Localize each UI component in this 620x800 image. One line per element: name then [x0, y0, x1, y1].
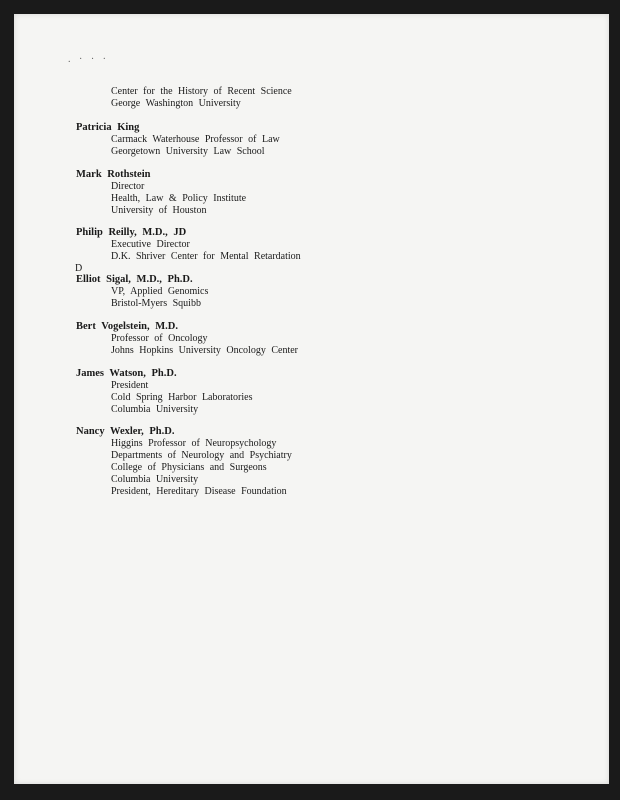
person-name: Philip Reilly, M.D., JD	[76, 227, 187, 238]
affiliation-line: Cold Spring Harbor Laboratories	[111, 392, 253, 403]
affiliation-line: Professor of Oncology	[111, 333, 208, 344]
document-page	[14, 14, 609, 784]
affiliation-line: Johns Hopkins University Oncology Center	[111, 345, 298, 356]
affiliation-line: D.K. Shriver Center for Mental Retardation	[111, 251, 301, 262]
affiliation-line: College of Physicians and Surgeons	[111, 462, 267, 473]
affiliation-line: Columbia University	[111, 474, 199, 485]
affiliation-line: Health, Law & Policy Institute	[111, 193, 247, 204]
affiliation-line: Center for the History of Recent Science	[111, 86, 292, 97]
affiliation-line: Executive Director	[111, 239, 190, 250]
affiliation-line: Higgins Professor of Neuropsychology	[111, 438, 277, 449]
affiliation-line: Georgetown University Law School	[111, 146, 265, 157]
person-name: Nancy Wexler, Ph.D.	[76, 426, 175, 437]
person-name: Bert Vogelstein, M.D.	[76, 321, 178, 332]
affiliation-line: Bristol-Myers Squibb	[111, 298, 201, 309]
scan-specks: . · · ·	[68, 54, 109, 65]
person-name: Patricia King	[76, 122, 140, 133]
affiliation-line: President	[111, 380, 149, 391]
affiliation-line: Departments of Neurology and Psychiatry	[111, 450, 292, 461]
affiliation-line: President, Hereditary Disease Foundation	[111, 486, 287, 497]
stray-character: D	[75, 263, 83, 274]
affiliation-line: Columbia University	[111, 404, 199, 415]
affiliation-line: Director	[111, 181, 145, 192]
person-name: Mark Rothstein	[76, 169, 151, 180]
affiliation-line: University of Houston	[111, 205, 207, 216]
person-name: James Watson, Ph.D.	[76, 368, 177, 379]
person-name: Elliot Sigal, M.D., Ph.D.	[76, 274, 193, 285]
affiliation-line: VP, Applied Genomics	[111, 286, 209, 297]
affiliation-line: Carmack Waterhouse Professor of Law	[111, 134, 280, 145]
affiliation-line: George Washington University	[111, 98, 241, 109]
